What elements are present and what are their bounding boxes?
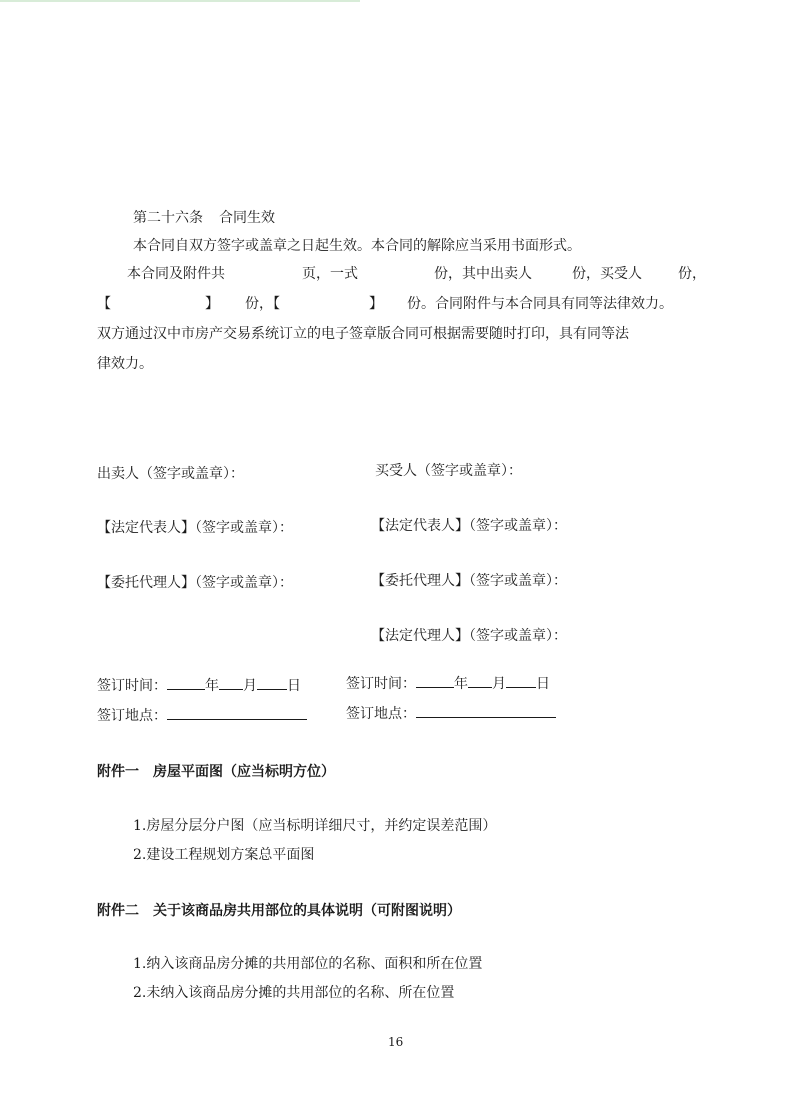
attachment2-item-1: 1.纳入该商品房分摊的共用部位的名称、面积和所在位置: [133, 956, 483, 972]
seller-year-label: 年: [205, 678, 219, 694]
article-title: 合同生效: [219, 210, 275, 226]
attachment1-item-2: 2.建设工程规划方案总平面图: [133, 847, 315, 863]
attachment1-title-text: 房屋平面图（应当标明方位）: [153, 764, 335, 780]
attachment2-title-text: 关于该商品房共用部位的具体说明（可附图说明）: [153, 903, 461, 919]
article-line-5: 律效力。: [97, 356, 153, 372]
seller-year-blank: [167, 675, 205, 690]
article-line-1: 本合同自双方签字或盖章之日起生效。本合同的解除应当采用书面形式。: [133, 238, 581, 254]
seller-month-blank: [219, 675, 243, 690]
seller-date-label: 签订时间：: [97, 678, 167, 694]
seller-place-label: 签订地点：: [97, 708, 167, 724]
buyer-year-label: 年: [454, 676, 468, 692]
seller-place-line: [97, 705, 307, 725]
article-number: 第二十六条: [133, 210, 203, 226]
attachment1-item-1: 1.房屋分层分户图（应当标明详细尺寸，并约定误差范围）: [133, 818, 497, 834]
attachment1-title: 附件一: [97, 764, 139, 780]
attachment2-title: 附件二: [97, 903, 139, 919]
scan-edge-line: [0, 0, 360, 2]
line2-part-1: 本合同及附件共: [127, 266, 225, 282]
seller-place-blank: [167, 705, 307, 720]
line3-bracket-close-2: 】: [369, 296, 383, 312]
line3-part-effect: 份。合同附件与本合同具有同等法律效力。: [407, 296, 673, 312]
buyer-month-blank: [468, 673, 492, 688]
buyer-place-line: [346, 703, 556, 723]
buyer-year-blank: [416, 673, 454, 688]
seller-day-blank: [257, 675, 287, 690]
buyer-statutory-agent-label: 【法定代理人】（签字或盖章）：: [371, 628, 567, 644]
buyer-date-line: [346, 673, 550, 693]
line2-part-3: 份，其中出卖人: [434, 266, 532, 282]
attachment1-heading: [97, 764, 335, 781]
line2-part-2: 页，一式: [302, 266, 358, 282]
line3-part-copies: 份，【: [245, 296, 280, 312]
seller-agent-label: 【委托代理人】（签字或盖章）：: [97, 575, 293, 591]
article-heading: [133, 210, 275, 227]
seller-day-label: 日: [287, 678, 301, 694]
article-line-4: 双方通过汉中市房产交易系统订立的电子签章版合同可根据需要随时打印，具有同等法: [97, 326, 629, 342]
buyer-month-label: 月: [492, 676, 506, 692]
seller-signature-label: 出卖人（签字或盖章）：: [97, 466, 244, 482]
buyer-day-label: 日: [536, 676, 550, 692]
seller-month-label: 月: [243, 678, 257, 694]
seller-legal-rep-label: 【法定代表人】（签字或盖章）：: [97, 520, 293, 536]
buyer-signature-label: 买受人（签字或盖章）：: [375, 463, 522, 479]
buyer-legal-rep-label: 【法定代表人】（签字或盖章）：: [371, 518, 567, 534]
buyer-agent-label: 【委托代理人】（签字或盖章）：: [371, 573, 567, 589]
buyer-place-label: 签订地点：: [346, 706, 416, 722]
attachment2-item-2: 2.未纳入该商品房分摊的共用部位的名称、所在位置: [133, 985, 455, 1001]
buyer-day-blank: [506, 673, 536, 688]
page-number: 16: [388, 1035, 404, 1049]
buyer-place-blank: [416, 703, 556, 718]
seller-date-line: [97, 675, 301, 695]
line2-part-4: 份，买受人: [572, 266, 642, 282]
attachment2-heading: [97, 903, 461, 920]
line2-part-5: 份，: [678, 266, 706, 282]
buyer-date-label: 签订时间：: [346, 676, 416, 692]
line3-bracket-close-1: 】: [205, 296, 219, 312]
line3-bracket-open-1: 【: [97, 296, 111, 312]
